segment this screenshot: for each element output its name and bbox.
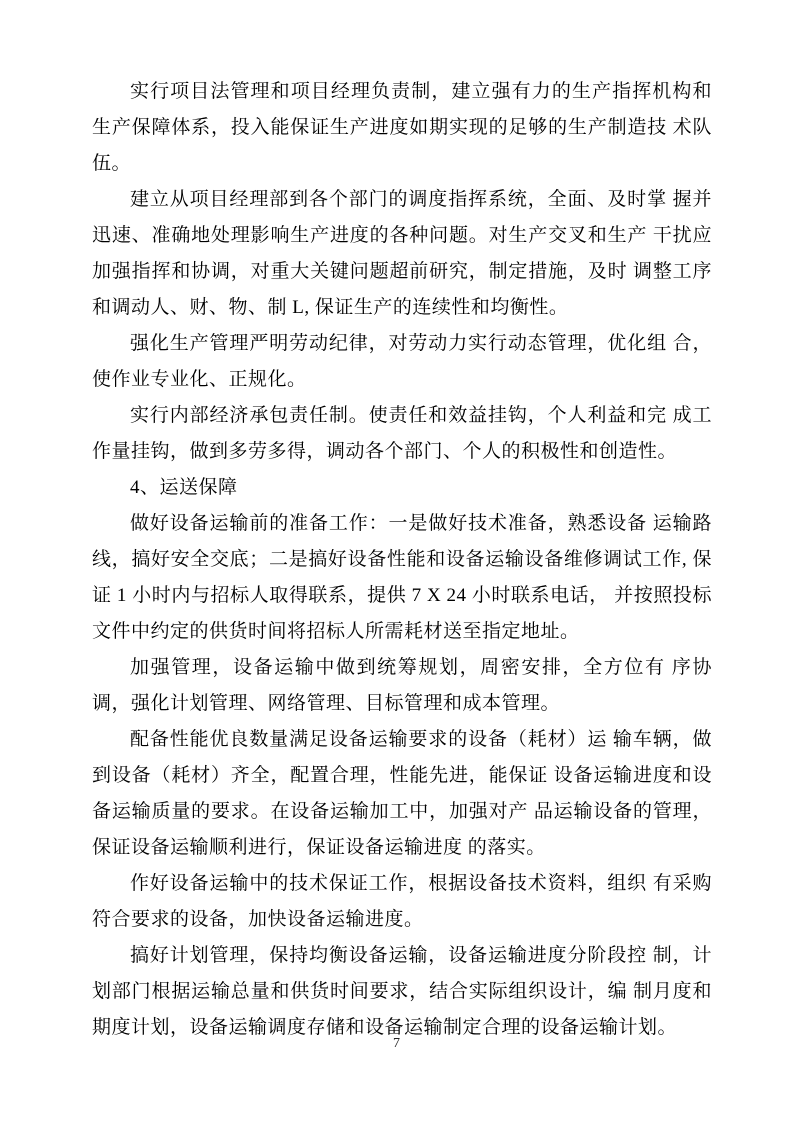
paragraph-production-management: 实行项目法管理和项目经理负责制，建立强有力的生产指挥机构和生产保障体系，投入能保证生产进度如期实现的足够的生产制造技 术队伍。: [92, 81, 712, 174]
paragraph-dispatch-system: 建立从项目经理部到各个部门的调度指挥系统，全面、及时掌 握并迅速、准确地处理影响生产进度的各种问题。对生产交叉和生产 干扰应加强指挥和协调，对重大关键问题超前研究，制定措施，及时 调整工序和调动人、财、物、制 L, 保证生产的连续性和均衡性。: [92, 189, 712, 318]
paragraph-technical-guarantee: 作好设备运输中的技术保证工作，根据设备技术资料，组织 有采购符合要求的设备，加快设备运输进度。: [92, 873, 712, 930]
paragraph-equip-vehicles: 配备性能优良数量满足设备运输要求的设备（耗材）运 输车辆，做到设备（耗材）齐全，配置合理，性能先进，能保证 设备运输进度和设备运输质量的要求。在设备运输加工中，加强对产 品运输设备的管理，保证设备运输顺利进行，保证设备运输进度 的落实。: [92, 729, 712, 858]
paragraph-strengthen-management: 加强管理，设备运输中做到统筹规划，周密安排，全方位有 序协调，强化计划管理、网络管理、目标管理和成本管理。: [92, 657, 712, 714]
paragraph-plan-management: 搞好计划管理，保持均衡设备运输，设备运输进度分阶段控 制，计划部门根据运输总量和供货时间要求，结合实际组织设计，编 制月度和期度计划，设备运输调度存储和设备运输制定合理的设备运输计划。: [92, 945, 712, 1038]
paragraph-internal-contract: 实行内部经济承包责任制。使责任和效益挂钩，个人利益和完 成工作量挂钩，做到多劳多得，调动各个部门、个人的积极性和创造性。: [92, 405, 712, 462]
paragraph-labor-discipline: 强化生产管理严明劳动纪律，对劳动力实行动态管理，优化组 合，使作业专业化、正规化。: [92, 333, 712, 390]
section-heading-transport-guarantee: 4、运送保障: [130, 477, 238, 498]
page-number: 7: [393, 1036, 400, 1051]
document-body: [92, 74, 712, 1046]
page-footer: [0, 1036, 793, 1052]
paragraph-transport-preparation: 做好设备运输前的准备工作：一是做好技术准备，熟悉设备 运输路线，搞好安全交底；二是搞好设备性能和设备运输设备维修调试工作, 保证 1 小时内与招标人取得联系，提供 7 X 24 小时联系电话， 并按照投标文件中约定的供货时间将招标人所需耗材送至指定地址。: [92, 513, 712, 642]
